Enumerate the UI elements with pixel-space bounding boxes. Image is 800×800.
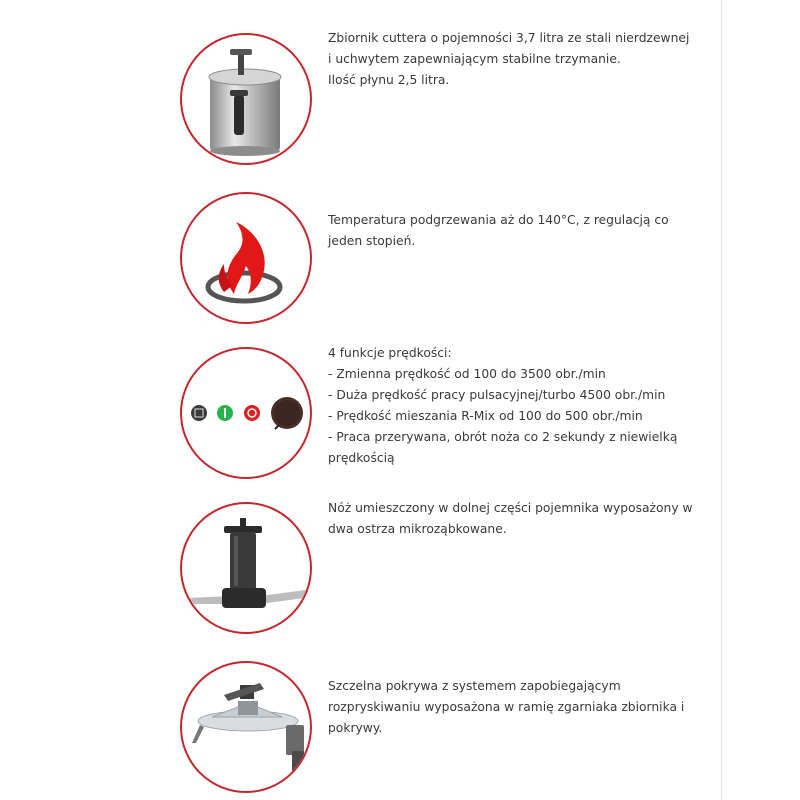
feature-description (328, 498, 708, 540)
feature-description (328, 343, 708, 469)
text-line: dwa ostrza mikroząbkowane. (328, 522, 507, 536)
text-line: pokrywy. (328, 721, 383, 735)
flame-icon (182, 194, 310, 322)
list-item: prędkością (328, 451, 395, 465)
text-line: Ilość płynu 2,5 litra. (328, 73, 450, 87)
text-line: Zbiornik cuttera o pojemności 3,7 litra ze stali nierdzewnej (328, 31, 690, 45)
text-line: rozpryskiwaniu wyposażona w ramię zgarniaka zbiornika i (328, 700, 685, 714)
list-item: - Zmienna prędkość od 100 do 3500 obr./min (328, 367, 606, 381)
text-line: jeden stopień. (328, 234, 416, 248)
list-item: - Praca przerywana, obrót noża co 2 sekundy z niewielką (328, 430, 678, 444)
icon-circle (180, 33, 312, 165)
icon-circle (180, 192, 312, 324)
text-line: i uchwytem zapewniającym stabilne trzymanie. (328, 52, 621, 66)
icon-circle (180, 502, 312, 634)
steel-bowl-icon (182, 35, 310, 163)
icon-circle (180, 661, 312, 793)
icon-circle (180, 347, 312, 479)
text-line: Temperatura podgrzewania aż do 140°C, z regulacją co (328, 213, 669, 227)
feature-description (328, 676, 708, 739)
feature-description (328, 210, 708, 252)
speeds-heading: 4 funkcje prędkości: (328, 346, 452, 360)
divider-line (721, 0, 722, 800)
text-line: Szczelna pokrywa z systemem zapobiegającym (328, 679, 621, 693)
blade-icon (182, 504, 310, 632)
speeds-list (328, 364, 708, 469)
text-line: Nóż umieszczony w dolnej części pojemnika wyposażony w (328, 501, 693, 515)
list-item: - Prędkość mieszania R-Mix od 100 do 500 obr./min (328, 409, 643, 423)
lid-icon (182, 663, 310, 791)
feature-description (328, 28, 708, 91)
list-item: - Duża prędkość pracy pulsacyjnej/turbo 4500 obr./min (328, 388, 666, 402)
control-buttons-icon (182, 349, 310, 477)
